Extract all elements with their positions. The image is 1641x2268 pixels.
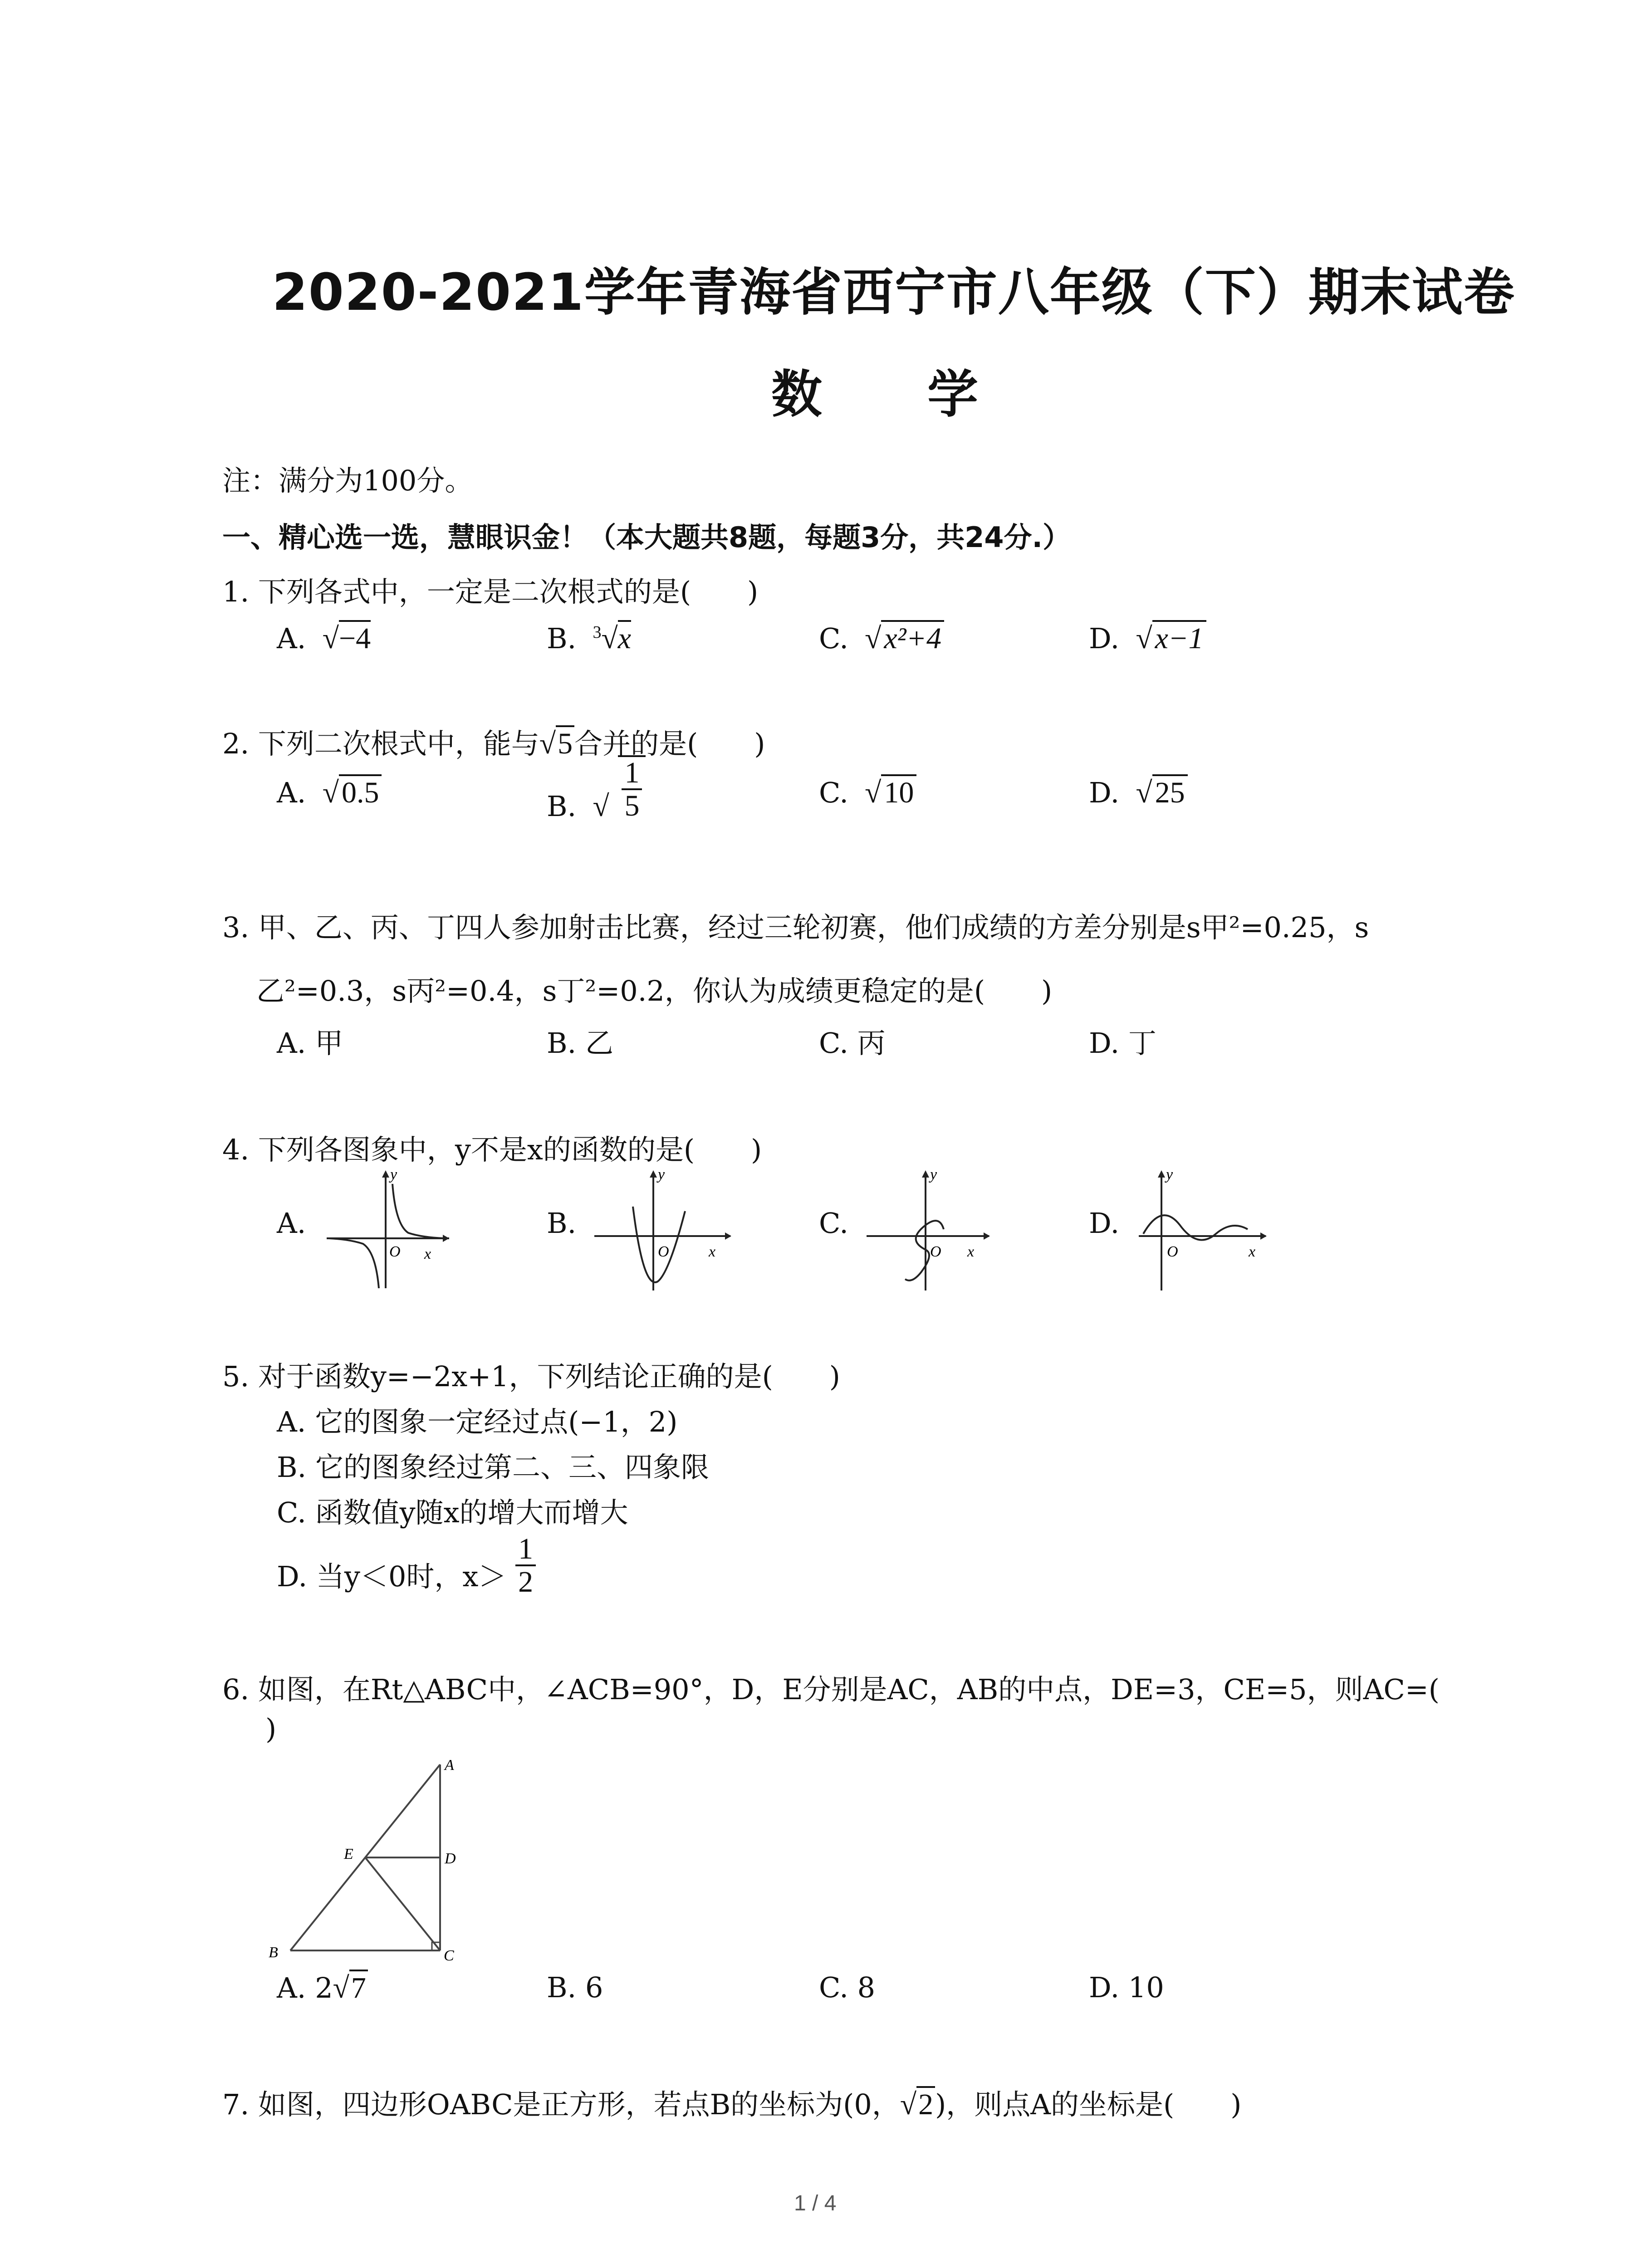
- question-1-stem: 1. 下列各式中，一定是二次根式的是( ): [222, 575, 759, 608]
- q1-c-label: C.: [819, 622, 848, 655]
- q4-b-origin: O: [658, 1243, 669, 1260]
- q5-d-denominator: 2: [518, 1565, 534, 1599]
- q2-b-numerator: 1: [622, 757, 642, 790]
- question-3-line-2: 乙²=0.3，s丙²=0.4，s丁²=0.2，你认为成绩更稳定的是( ): [256, 974, 1053, 1007]
- q4-a-axis-x: x: [424, 1246, 431, 1262]
- q4-label-d: D.: [1089, 1207, 1120, 1240]
- q6-option-d: D. 10: [1089, 1971, 1164, 2004]
- question-4-stem: 4. 下列各图象中，y不是x的函数的是( ): [222, 1133, 762, 1166]
- q2-stem-pre: 2. 下列二次根式中，能与: [222, 727, 539, 760]
- question-6-stem-line-2: ): [265, 1712, 277, 1745]
- score-note: 注：满分为100分。: [222, 464, 473, 497]
- q2-a-radicand: 0.5: [339, 774, 382, 809]
- q2-b-denominator: 5: [624, 789, 640, 823]
- q1-option-d: D. √x−1: [1089, 621, 1206, 656]
- q2-d-label: D.: [1089, 776, 1120, 809]
- q6-a-text: A. 2: [277, 1971, 333, 2004]
- q1-option-a: A. √−4: [277, 621, 371, 656]
- q5-option-b: B. 它的图象经过第二、三、四象限: [277, 1451, 709, 1484]
- q7-stem-pre: 7. 如图，四边形OABC是正方形，若点B的坐标为(0，: [222, 2088, 900, 2121]
- q2-stem-radicand: 5: [556, 725, 574, 760]
- section-heading: 一、精心选一选，慧眼识金！（本大题共8题，每题3分，共24分.）: [222, 521, 1071, 554]
- q3-option-d: D. 丁: [1089, 1026, 1156, 1060]
- q4-graph-d: [1134, 1166, 1275, 1293]
- q2-d-radicand: 25: [1152, 774, 1188, 809]
- q4-c-axis-y: y: [930, 1166, 937, 1183]
- q2-a-label: A.: [277, 776, 306, 809]
- q4-graph-b: [590, 1166, 740, 1293]
- q4-b-axis-x: x: [709, 1243, 716, 1260]
- q2-c-label: C.: [819, 776, 848, 809]
- q5-option-d: [277, 1533, 536, 1598]
- q1-a-label: A.: [277, 622, 306, 655]
- q5-option-a: A. 它的图象一定经过点(−1，2): [277, 1405, 678, 1438]
- q4-c-origin: O: [930, 1243, 941, 1260]
- q6-a-radicand: 7: [349, 1970, 368, 2004]
- q2-option-d: D. √25: [1089, 776, 1188, 810]
- point-c-label: C: [444, 1947, 454, 1964]
- q4-graph-a: [318, 1166, 458, 1293]
- q7-stem-radicand: 2: [916, 2086, 935, 2121]
- q1-b-label: B.: [547, 622, 577, 655]
- q7-stem-post: )，则点A的坐标是( ): [935, 2088, 1242, 2121]
- q3-option-c: C. 丙: [819, 1026, 886, 1060]
- q1-option-b: B. $^3$√x: [547, 621, 631, 656]
- question-2-stem: 2. 下列二次根式中，能与√5合并的是( ): [222, 721, 765, 762]
- point-b-label: B: [269, 1944, 278, 1961]
- q1-b-index: 3: [593, 623, 602, 642]
- point-e-label: E: [344, 1846, 353, 1862]
- q1-b-radicand: x: [618, 620, 631, 655]
- q6-option-a: A. 2√7: [277, 1971, 368, 2005]
- q2-b-label: B.: [547, 790, 577, 823]
- q5-d-numerator: 1: [515, 1533, 536, 1566]
- q2-stem-post: 合并的是( ): [574, 727, 765, 760]
- question-5-stem: 5. 对于函数y=−2x+1，下列结论正确的是( ): [222, 1360, 840, 1393]
- q4-a-axis-y: y: [390, 1166, 397, 1183]
- q4-a-origin: O: [389, 1243, 401, 1260]
- q1-c-radicand: x²+4: [881, 620, 944, 655]
- q1-d-label: D.: [1089, 622, 1120, 655]
- page-title: 2020-2021学年青海省西宁市八年级（下）期末试卷: [272, 263, 1515, 322]
- page-number: 1 / 4: [794, 2191, 837, 2215]
- q6-triangle-figure: [263, 1751, 472, 1969]
- q1-d-radicand: x−1: [1152, 620, 1206, 655]
- question-6-stem-line-1: 6. 如图，在Rt△ABC中，∠ACB=90°，D，E分别是AC，AB的中点，DE=3，CE=5，则AC=(: [222, 1673, 1440, 1706]
- q2-option-a: A. √0.5: [277, 776, 382, 810]
- q4-d-axis-x: x: [1249, 1243, 1256, 1260]
- point-d-label: D: [445, 1850, 456, 1867]
- q2-c-radicand: 10: [881, 774, 916, 809]
- q4-label-b: B.: [547, 1207, 577, 1240]
- question-3-line-1: 3. 甲、乙、丙、丁四人参加射击比赛，经过三轮初赛，他们成绩的方差分别是s甲²=0.25，s: [222, 911, 1369, 944]
- q1-option-c: C. √x²+4: [819, 621, 944, 656]
- q3-option-a: A. 甲: [277, 1026, 343, 1060]
- q2-option-b: B. √ $\frac{1}{5}$: [547, 755, 646, 822]
- q4-label-c: C.: [819, 1207, 848, 1240]
- q2-option-c: C. √10: [819, 776, 916, 810]
- point-a-label: A: [445, 1757, 454, 1774]
- q6-option-b: B. 6: [547, 1971, 603, 2004]
- q5-d-text: D. 当y＜0时，x＞: [277, 1560, 507, 1593]
- q5-option-c: C. 函数值y随x的增大而增大: [277, 1496, 628, 1529]
- q3-option-b: B. 乙: [547, 1026, 613, 1060]
- subject-title: 数 学: [771, 365, 1005, 424]
- q4-b-axis-y: y: [658, 1166, 665, 1183]
- q4-d-origin: O: [1167, 1243, 1178, 1260]
- q6-option-c: C. 8: [819, 1971, 876, 2004]
- q4-c-axis-x: x: [967, 1243, 975, 1260]
- q4-d-axis-y: y: [1166, 1166, 1173, 1183]
- q4-graph-c: [862, 1166, 998, 1293]
- question-7-stem: 7. 如图，四边形OABC是正方形，若点B的坐标为(0，√2)，则点A的坐标是( ): [222, 2082, 1241, 2122]
- q4-label-a: A.: [277, 1207, 306, 1240]
- q1-a-radicand: −4: [339, 620, 371, 655]
